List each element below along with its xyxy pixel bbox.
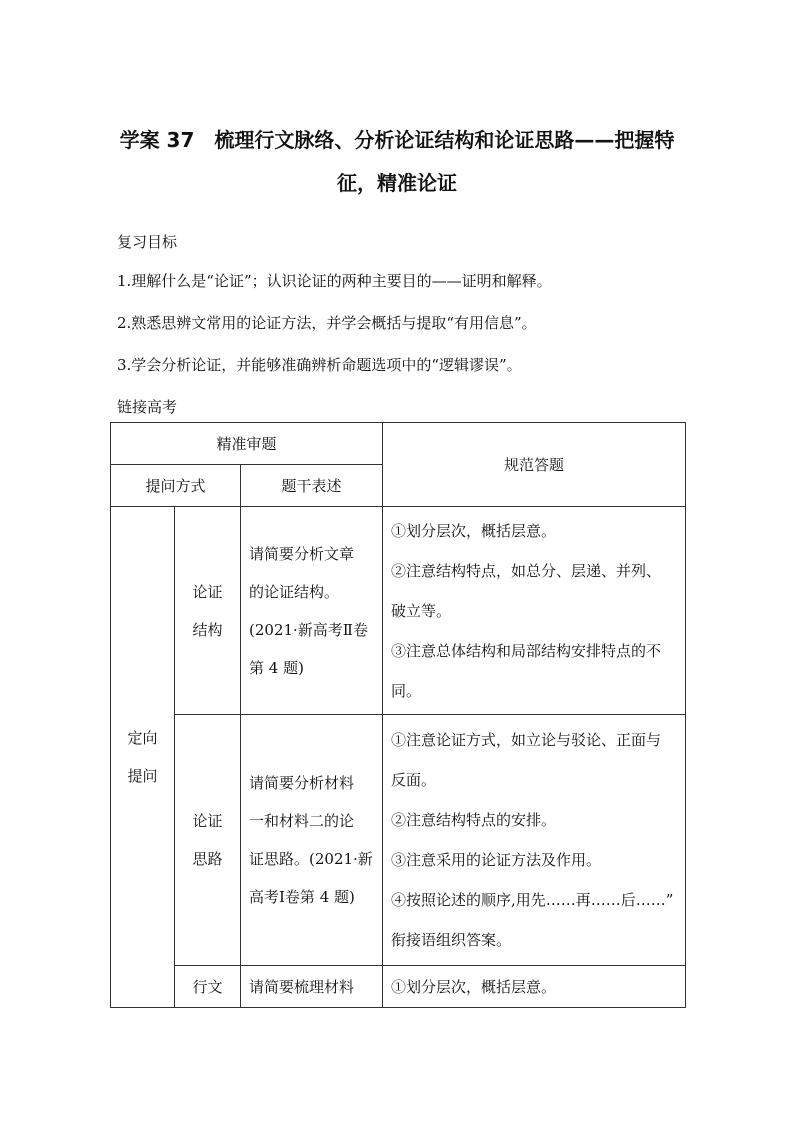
stem-cell-reasoning — [241, 715, 383, 966]
type-cell-reasoning — [175, 715, 241, 966]
header-question-stem: 题干表述 — [241, 465, 383, 507]
objectives-heading: 复习目标 — [117, 233, 178, 251]
answer-line: 反面。 — [391, 771, 437, 789]
answer-line: ③注意总体结构和局部结构安排特点的不 — [391, 641, 662, 660]
answer-cell-reasoning — [383, 715, 686, 966]
answer-line: ①注意论证方式，如立论与驳论、正面与 — [391, 731, 662, 749]
stem-line: 高考Ⅰ卷第 4 题) — [249, 888, 355, 906]
link-heading: 链接高考 — [117, 398, 178, 416]
answer-line: ①划分层次，概括层意。 — [391, 521, 557, 540]
type-line: 论证 — [192, 812, 223, 830]
answer-cell-structure — [383, 507, 686, 715]
answer-cell-text — [383, 966, 686, 1008]
stem-cell-structure — [241, 507, 383, 715]
objective-item-3: 3.学会分析论证，并能够准确辨析命题选项中的“逻辑谬误”。 — [117, 356, 522, 374]
document-title-line-1: 学案 37 梳理行文脉络、分析论证结构和论证思路——把握特 — [119, 128, 675, 152]
header-precise-reading: 精准审题 — [111, 423, 383, 465]
answer-line: 破立等。 — [391, 601, 452, 620]
stem-line: 证思路。(2021·新 — [249, 850, 373, 868]
type-line: 思路 — [192, 850, 223, 868]
answer-line: ②注意结构特点，如总分、层递、并列、 — [391, 561, 662, 580]
answer-line: ④按照论述的顺序,用先……再……后……” — [391, 891, 674, 909]
stem-cell-text — [241, 966, 383, 1008]
stem-line: (2021·新高考Ⅱ卷 — [249, 620, 368, 639]
document-title-line-2: 征，精准论证 — [337, 171, 457, 195]
type-cell-structure — [175, 507, 241, 715]
type-line: 行文 — [192, 978, 223, 996]
stem-line: 第 4 题) — [249, 658, 304, 677]
stem-line: 请简要梳理材料 — [249, 977, 355, 996]
answer-line: 衔接语组织答案。 — [391, 931, 512, 949]
category-line-1: 定向 — [127, 729, 158, 747]
type-line: 论证 — [192, 582, 223, 601]
type-cell-text — [175, 966, 241, 1008]
objective-item-2: 2.熟悉思辨文常用的论证方法，并学会概括与提取“有用信息”。 — [117, 314, 537, 332]
objective-item-1: 1.理解什么是“论证”；认识论证的两种主要目的——证明和解释。 — [117, 272, 552, 290]
category-cell — [111, 507, 175, 1008]
answer-line: ①划分层次，概括层意。 — [391, 977, 557, 996]
stem-line: 请简要分析文章 — [249, 544, 355, 563]
answer-line: 同。 — [391, 681, 422, 700]
exam-table — [110, 422, 686, 1008]
type-line: 结构 — [192, 620, 223, 639]
category-line-2: 提问 — [127, 767, 158, 785]
stem-line: 的论证结构。 — [249, 582, 340, 601]
stem-line: 请简要分析材料 — [249, 774, 355, 792]
header-question-method: 提问方式 — [111, 465, 241, 507]
stem-line: 一和材料二的论 — [249, 812, 355, 830]
answer-line: ②注意结构特点的安排。 — [391, 811, 557, 829]
answer-line: ③注意采用的论证方法及作用。 — [391, 851, 602, 869]
header-standard-answer: 规范答题 — [383, 423, 686, 507]
